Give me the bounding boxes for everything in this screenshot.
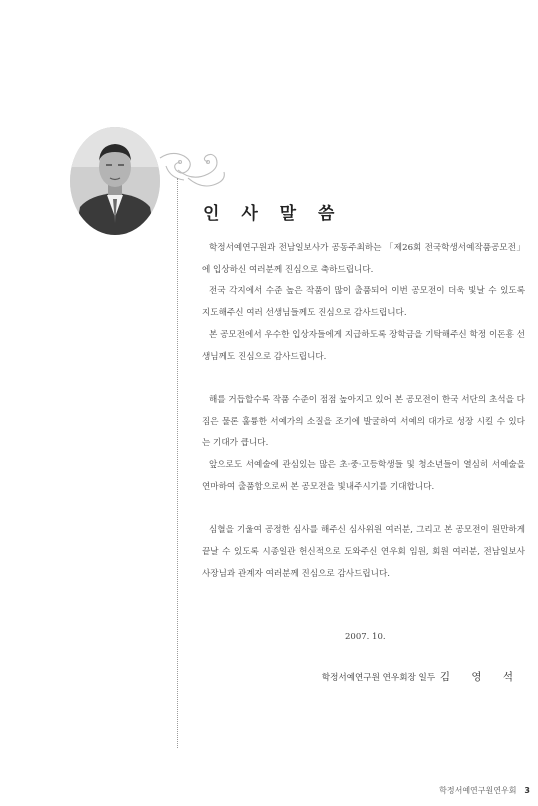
paragraph: 본 공모전에서 우수한 입상자들에게 지급하도록 장학금을 기탁해주신 학정 이돈흥 선생님께도 진심으로 감사드립니다.	[202, 329, 525, 362]
paragraph: 해를 거듭할수록 작품 수준이 점점 높아지고 있어 본 공모전이 한국 서단의 초석을 다짐은 물론 훌륭한 서예가의 소질을 조기에 발굴하여 서예의 대가로 성장 시킬 수 있다는 기대가 큽니다.	[202, 394, 525, 449]
page-number: 3	[524, 786, 530, 795]
portrait-photo	[70, 127, 160, 235]
paragraph: 전국 각지에서 수준 높은 작품이 많이 출품되어 이번 공모전이 더욱 빛날 수 있도록 지도해주신 여러 선생님들께도 진심으로 감사드립니다.	[202, 286, 525, 319]
letter-date: 2007. 10.	[345, 632, 386, 642]
signature-title: 학정서예연구원 연우회장 일두	[321, 673, 436, 683]
page-title: 인 사 말 씀	[203, 204, 343, 224]
paragraph-gap	[202, 498, 525, 520]
dotted-divider	[177, 178, 178, 748]
paragraph: 학정서예연구원과 전남일보사가 공동주최하는 「제26회 전국학생서예작품공모전」에 입상하신 여러분께 진심으로 축하드립니다.	[202, 243, 525, 275]
footer-org: 학정서예연구원연우회	[439, 786, 517, 795]
paragraph: 심혈을 기울여 공정한 심사를 해주신 심사위원 여러분, 그리고 본 공모전이 원만하게 끝날 수 있도록 시종일관 헌신적으로 도와주신 연우회 임원, 회원 여러분, 전남일보사 사장님과 관계자 여러분께 진심으로 감사드립니다.	[202, 525, 525, 579]
portrait-illustration	[70, 127, 160, 235]
signature	[322, 669, 522, 684]
paragraph-gap	[202, 368, 525, 390]
letter-body	[202, 238, 525, 585]
swirl-ornament-icon	[158, 148, 228, 196]
paragraph: 앞으로도 서예술에 관심있는 많은 초·중·고등학생들 및 청소년들이 열심히 서예술을 연마하여 출품함으로써 본 공모전을 빛내주시기를 기대합니다.	[202, 460, 525, 492]
signature-name: 김 영 석	[439, 671, 522, 683]
page-footer	[439, 785, 530, 796]
